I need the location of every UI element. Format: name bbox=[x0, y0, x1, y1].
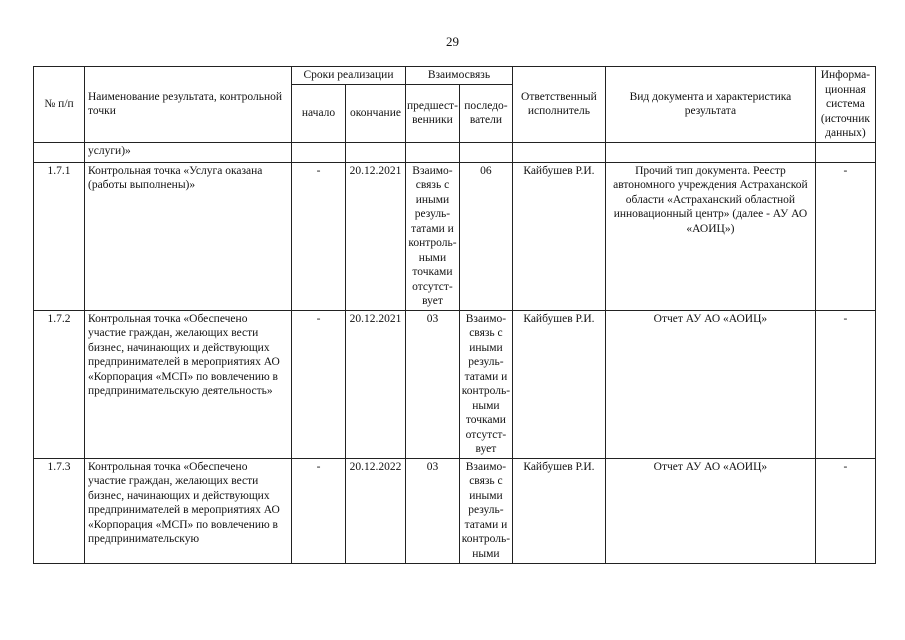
row-num: 1.7.1 bbox=[34, 162, 85, 310]
row-doc: Отчет АУ АО «АОИЦ» bbox=[605, 458, 815, 563]
header-pred: предшест- венники bbox=[406, 84, 460, 142]
row-start: - bbox=[292, 458, 346, 563]
cont-num-cell bbox=[34, 142, 85, 162]
row-responsible: Кайбушев Р.И. bbox=[512, 310, 605, 458]
results-table bbox=[33, 66, 876, 564]
row-end: 20.12.2021 bbox=[346, 310, 406, 458]
row-name: Контрольная точка «Обеспечено участие граждан, желающих вести бизнес, начинающих и действующих предпринимателей в мероприятиях АО «Корпорация «МСП» по вовлечению в предпринимательскую деятельность» bbox=[85, 310, 292, 458]
row-responsible: Кайбушев Р.И. bbox=[512, 162, 605, 310]
header-succ: последо- ватели bbox=[459, 84, 512, 142]
row-num: 1.7.3 bbox=[34, 458, 85, 563]
page-number: 29 bbox=[446, 34, 459, 49]
row-end: 20.12.2022 bbox=[346, 458, 406, 563]
continuation-row bbox=[34, 142, 876, 162]
header-relation: Взаимосвязь bbox=[406, 67, 513, 85]
header-name: Наименование результата, контрольной точки bbox=[85, 67, 292, 143]
row-info: - bbox=[815, 458, 875, 563]
header-end: окончание bbox=[346, 84, 406, 142]
row-pred: 03 bbox=[406, 310, 460, 458]
row-pred: 03 bbox=[406, 458, 460, 563]
header-row-1 bbox=[34, 67, 876, 85]
row-start: - bbox=[292, 310, 346, 458]
table-row bbox=[34, 162, 876, 310]
header-responsible: Ответственный исполнитель bbox=[512, 67, 605, 143]
row-responsible: Кайбушев Р.И. bbox=[512, 458, 605, 563]
row-succ: 06 bbox=[459, 162, 512, 310]
header-start: начало bbox=[292, 84, 346, 142]
header-doc: Вид документа и характеристика результата bbox=[605, 67, 815, 143]
row-name: Контрольная точка «Обеспечено участие граждан, желающих вести бизнес, начинающих и действующих предпринимателей в мероприятиях АО «Корпорация «МСП» по вовлечению в предпринимательскую bbox=[85, 458, 292, 563]
header-terms: Сроки реализации bbox=[292, 67, 406, 85]
table-row bbox=[34, 458, 876, 563]
row-pred: Взаимо- связь с иными резуль- татами и контроль- ными точками отсутст- вует bbox=[406, 162, 460, 310]
row-info: - bbox=[815, 310, 875, 458]
row-info: - bbox=[815, 162, 875, 310]
row-succ: Взаимо- связь с иными резуль- татами и контроль- ными bbox=[459, 458, 512, 563]
row-succ: Взаимо- связь с иными резуль- татами и контроль- ными точками отсутст- вует bbox=[459, 310, 512, 458]
header-info: Информа- ционная система (источник данных) bbox=[815, 67, 875, 143]
header-num: № п/п bbox=[34, 67, 85, 143]
row-name: Контрольная точка «Услуга оказана (работы выполнены)» bbox=[85, 162, 292, 310]
row-num: 1.7.2 bbox=[34, 310, 85, 458]
row-start: - bbox=[292, 162, 346, 310]
cont-name-cell: услуги)» bbox=[85, 142, 292, 162]
row-doc: Прочий тип документа. Реестр автономного учреждения Астраханской области «Астраханский областной инновационный центр» (далее - АУ АО «АОИЦ») bbox=[605, 162, 815, 310]
row-doc: Отчет АУ АО «АОИЦ» bbox=[605, 310, 815, 458]
table-row bbox=[34, 310, 876, 458]
row-end: 20.12.2021 bbox=[346, 162, 406, 310]
